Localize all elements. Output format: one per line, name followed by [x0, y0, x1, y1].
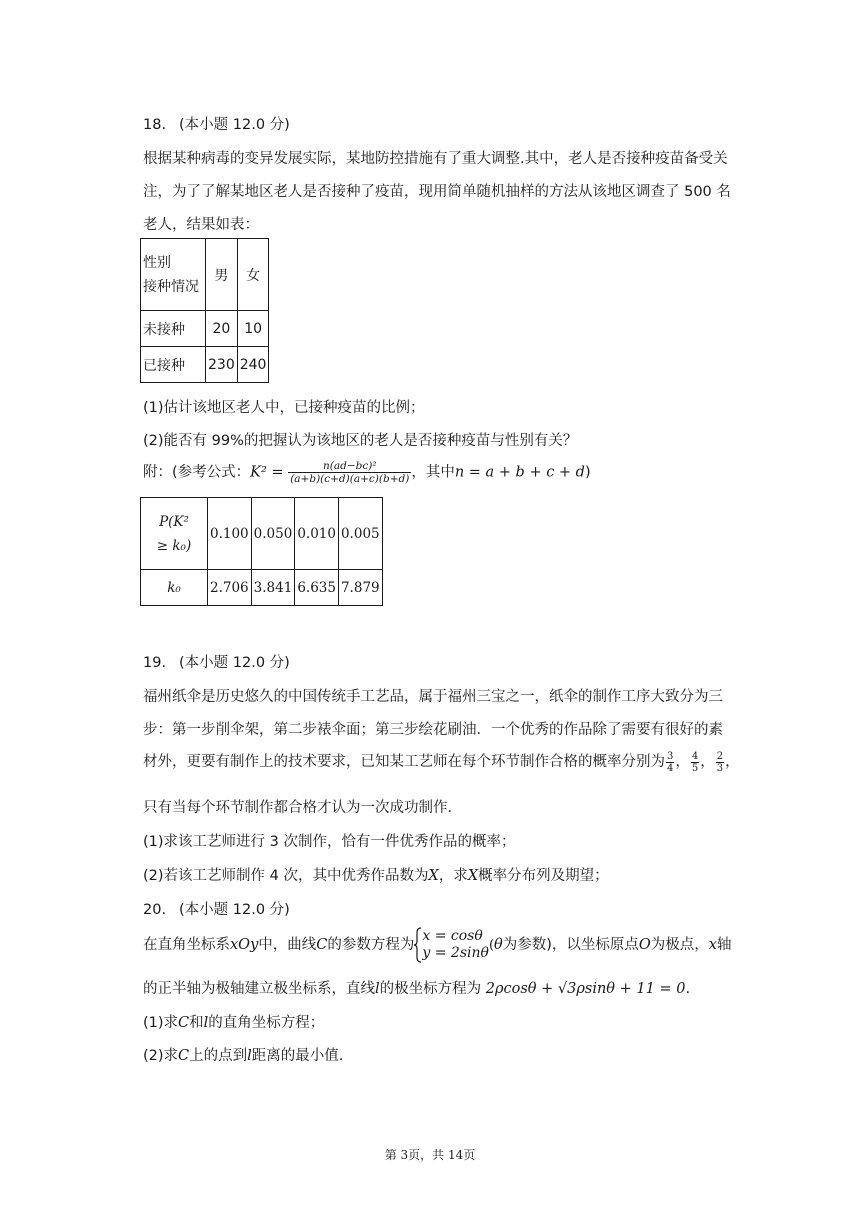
header-gender: 性别 — [143, 254, 171, 271]
p-value: 0.100 — [208, 498, 252, 570]
q19-part1: (1)求该工艺师进行 3 次制作，恰有一件优秀作品的概率； — [143, 834, 516, 850]
cell-female: 10 — [237, 311, 269, 347]
q19-text-line4: 只有当每个环节制作都合格才认为一次成功制作． — [143, 800, 462, 816]
page-footer: 第 3页，共 14页 — [384, 1148, 476, 1162]
q20-part2 — [143, 1044, 343, 1065]
q20-points: (本小题 12.0 分) — [179, 902, 290, 918]
q18-part1: (1)估计该地区老人中，已接种疫苗的比例； — [143, 400, 425, 416]
origin-o: O — [638, 937, 651, 953]
separator: ， — [725, 754, 740, 770]
eq-y: y = 2sinθ — [422, 945, 489, 961]
table-row — [141, 311, 269, 347]
t2-b: 的极坐标方程为 — [379, 981, 486, 997]
curve-c: C — [178, 1048, 190, 1064]
t2-c: . — [685, 981, 691, 997]
x-axis-var: x — [708, 937, 717, 953]
q19-text-line1: 福州纸伞是历史悠久的中国传统手工艺品，属于福州三宝之一，纸伞的制作工序大致分为三 — [143, 689, 723, 705]
q20-text-line1 — [143, 927, 731, 963]
t1-f: 为极点， — [650, 937, 709, 953]
k-value: 7.879 — [338, 570, 382, 606]
k2-lhs: K² = — [250, 464, 284, 481]
line-l: l — [203, 1015, 209, 1031]
q20-heading — [143, 898, 290, 919]
t1-d: ( — [488, 938, 495, 953]
header-male: 男 — [206, 239, 238, 311]
denominator: 5 — [691, 762, 699, 774]
denominator: 4 — [667, 762, 674, 774]
row-label: 已接种 — [141, 347, 206, 383]
part2-b: ，求 — [438, 868, 468, 884]
part1-c: 的直角坐标方程； — [208, 1015, 325, 1031]
p-header — [141, 498, 208, 570]
p-value: 0.005 — [338, 498, 382, 570]
cell-male: 230 — [206, 347, 238, 383]
part2-a: (2)若该工艺师制作 4 次，其中优秀作品数为 — [143, 868, 429, 884]
k-header: k₀ — [141, 570, 208, 606]
ref-suffix: ) — [584, 464, 591, 481]
q20-number: 20. — [143, 902, 167, 918]
p-value: 0.010 — [295, 498, 339, 570]
t1-g: 轴 — [716, 937, 732, 953]
q20-text-line2 — [143, 977, 690, 998]
q20-part1 — [143, 1011, 324, 1032]
q19-text-line3 — [143, 750, 740, 774]
t1-c: 的参数方程为 — [327, 937, 415, 953]
curve-c: C — [316, 937, 328, 953]
t2-a: 的正半轴为极轴建立极坐标系，直线 — [143, 981, 375, 997]
denominator: 3 — [716, 762, 724, 774]
curve-c: C — [178, 1015, 190, 1031]
critical-value-table — [140, 497, 383, 606]
q18-points: (本小题 12.0 分) — [179, 117, 290, 133]
q18-heading — [143, 113, 290, 134]
q19-heading — [143, 651, 290, 672]
k2-numerator: n(ad−bc)² — [288, 460, 411, 473]
q19-text3: 材外，更要有制作上的技术要求，已知某工艺师在每个环节制作合格的概率分别为 — [143, 754, 665, 770]
header-vaccination: 接种情况 — [143, 278, 199, 295]
t1-a: 在直角坐标系 — [143, 937, 230, 953]
k2-fraction — [288, 460, 411, 485]
q18-text-line3: 老人，结果如表： — [143, 217, 259, 233]
cell-female: 240 — [237, 347, 269, 383]
var-x: X — [428, 868, 439, 884]
part2-b: 上的点到 — [189, 1048, 248, 1064]
numerator: 4 — [691, 750, 699, 762]
vaccination-table — [140, 238, 269, 383]
row-label: 未接种 — [141, 311, 206, 347]
part2-c: 距离的最小值. — [251, 1048, 344, 1064]
separator: ， — [700, 754, 715, 770]
p-value: 0.050 — [251, 498, 295, 570]
q19-number: 19. — [143, 655, 167, 671]
q19-points: (本小题 12.0 分) — [179, 655, 290, 671]
cell-male: 20 — [206, 311, 238, 347]
q18-text-line1: 根据某种病毒的变异发展实际，某地防控措施有了重大调整.其中，老人是否接种疫苗备受关 — [143, 151, 728, 167]
fraction — [716, 751, 724, 774]
header-female: 女 — [237, 239, 269, 311]
numerator: 3 — [667, 750, 674, 762]
numerator: 2 — [716, 750, 724, 762]
ref-mid: ，其中 — [411, 464, 455, 481]
theta: θ — [494, 937, 503, 953]
k2-denominator: (a+b)(c+d)(a+c)(b+d) — [290, 473, 410, 485]
p-header-line2: ≥ k₀) — [156, 537, 192, 554]
q18-number: 18. — [143, 117, 167, 133]
k-value: 6.635 — [295, 570, 339, 606]
polar-equation: 2ρcosθ + √3ρsinθ + 11 = 0 — [485, 981, 686, 997]
fraction — [691, 751, 699, 774]
q18-part2: (2)能否有 99%的把握认为该地区的老人是否接种疫苗与性别有关？ — [143, 433, 578, 449]
separator: ， — [675, 754, 690, 770]
t1-e: 为参数)，以坐标原点 — [502, 937, 639, 953]
part2-a: (2)求 — [143, 1048, 179, 1064]
eq-x: x = cosθ — [422, 928, 483, 944]
part1-b: 和 — [189, 1015, 204, 1031]
q19-part2 — [143, 864, 609, 885]
q19-text-line2: 步：第一步削伞架，第二步裱伞面；第三步绘花刷油．一个优秀的作品除了需要有很好的素 — [143, 722, 723, 738]
part2-c: 概率分布列及期望； — [478, 868, 609, 884]
part1-a: (1)求 — [143, 1015, 179, 1031]
t1-b: 中，曲线 — [258, 937, 317, 953]
ref-prefix: 附：(参考公式： — [143, 464, 251, 481]
param-system — [422, 928, 489, 962]
line-l: l — [375, 981, 380, 997]
xoy: xOy — [230, 937, 259, 953]
var-x: X — [467, 868, 479, 884]
line-l: l — [247, 1048, 252, 1064]
p-header-line1: P(K² — [159, 513, 189, 530]
k-value: 2.706 — [208, 570, 252, 606]
table-row — [141, 347, 269, 383]
q18-reference-formula — [143, 460, 591, 485]
k-value: 3.841 — [251, 570, 295, 606]
table-corner-header — [141, 239, 206, 311]
n-formula: n = a + b + c + d — [454, 464, 585, 481]
q18-text-line2: 注，为了了解某地区老人是否接种了疫苗，现用简单随机抽样的方法从该地区调查了 500 名 — [143, 184, 731, 200]
fraction — [666, 751, 674, 774]
